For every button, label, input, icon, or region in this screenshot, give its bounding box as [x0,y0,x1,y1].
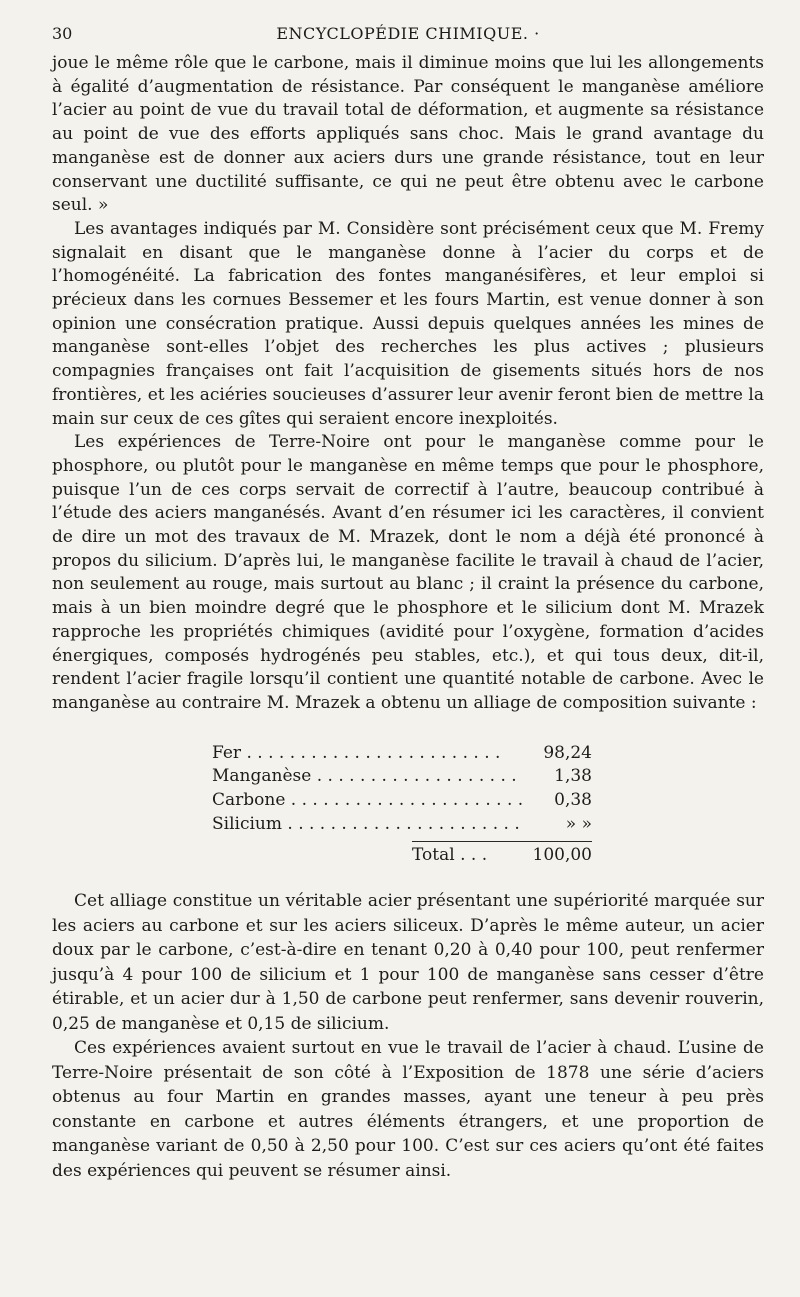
paragraph: Cet alliage constitue un véritable acier présentant une supériorité marquée sur les aciers au carbone et sur les aciers siliceux. D’après le même auteur, un acier doux par le carbone, c’est-à-dire en tenant 0,20 à 0,40 pour 100, peut renfermer jusqu’à 4 pour 100 de silicium et 1 pour 100 de manganèse sans cesser d’être étirable, et un acier dur à 1,50 de carbone peut renfermer, sans devenir rouverin, 0,25 de manganèse et 0,15 de silicium. [52,891,764,1034]
total-label: Total . . . [412,844,522,868]
composition-row [212,789,592,813]
element-name: Carbone . . . [212,789,522,813]
book-page [52,22,764,1183]
page-header [52,22,764,52]
element-name: Fer . . . [212,742,522,766]
paragraph: Les expériences de Terre-Noire ont pour le manganèse comme pour le phosphore, ou plutôt pour le manganèse en même temps que pour le phosphore, puisque l’un de ces corps servait de correctif à l’autre, beaucoup contribué à l’étude des aciers manganésés. Avant d’en résumer ici les caractères, il convient de dire un mot des travaux de M. Mrazek, dont le nom a déjà été prononcé à propos du silicium. D’après lui, le manganèse facilite le travail à chaud de l’acier, non seulement au rouge, mais surtout au blanc ; il craint la présence du carbone, mais à un bien moindre degré que le phosphore et le silicium dont M. Mrazek rapproche les propriétés chimiques (avidité pour l’oxygène, formation d’acides énergiques, composés hydrogénés peu stables, etc.), et qui tous deux, dit-il, rendent l’acier fragile lorsqu’il contient une quantité notable de carbone. Avec le manganèse au contraire M. Mrazek a obtenu un alliage de composition suivante : [52,432,764,713]
composition-total [412,841,592,868]
paragraph: Ces expériences avaient surtout en vue le travail de l’acier à chaud. L’usine de Terre-Noire présentait de son côté à l’Exposition de 1878 une série d’aciers obtenus au four Martin en grandes masses, ayant une teneur à peu près constante en carbone et autres éléments étrangers, et une proportion de manganèse variant de 0,50 à 2,50 pour 100. C’est sur ces aciers qu’ont été faites des expériences qui peuvent se résumer ainsi. [52,1038,764,1181]
total-value: 100,00 [532,844,592,865]
paragraph: Les avantages indiqués par M. Considère sont précisément ceux que M. Fremy signalait en disant que le manganèse donne à l’acier du corps et de l’homogénéité. La fabrication des fontes manganésifères, et leur emploi si précieux dans les cornues Bessemer et les fours Martin, est venue donner à son opinion une consécration pratique. Aussi depuis quelques années les mines de manganèse sont-elles l’objet des recherches les plus actives ; plusieurs compagnies françaises ont fait l’acquisition de gisements situés hors de nos frontières, et les aciéries soucieuses d’assurer leur avenir feront bien de mettre la main sur ceux de ces gîtes qui seraient encore inexploités. [52,218,764,429]
element-name: Manganèse . . . [212,765,522,789]
element-name: Silicium . . . [212,813,522,837]
composition-row [212,742,592,766]
element-value: 0,38 [554,790,592,811]
composition-table [212,742,592,868]
page-number: 30 [52,24,73,43]
body-text-continued [52,889,764,1183]
paragraph: joue le même rôle que le carbone, mais il diminue moins que lui les allongements à égalité d’augmentation de résistance. Par conséquent le manganèse améliore l’acier au point de vue du travail total de déformation, et augmente sa résistance au point de vue des efforts appliqués sans choc. Mais le grand avantage du manganèse est de donner aux aciers durs une grande résistance, tout en leur conservant une ductilité suffisante, ce qui ne peut être obtenu avec le carbone seul. » [52,53,764,216]
element-value: » » [565,813,592,834]
composition-row [212,765,592,789]
body-text [52,52,764,716]
element-value: 98,24 [543,742,592,763]
composition-row [212,813,592,837]
running-title: ENCYCLOPÉDIE CHIMIQUE. · [276,24,540,43]
element-value: 1,38 [554,766,592,787]
